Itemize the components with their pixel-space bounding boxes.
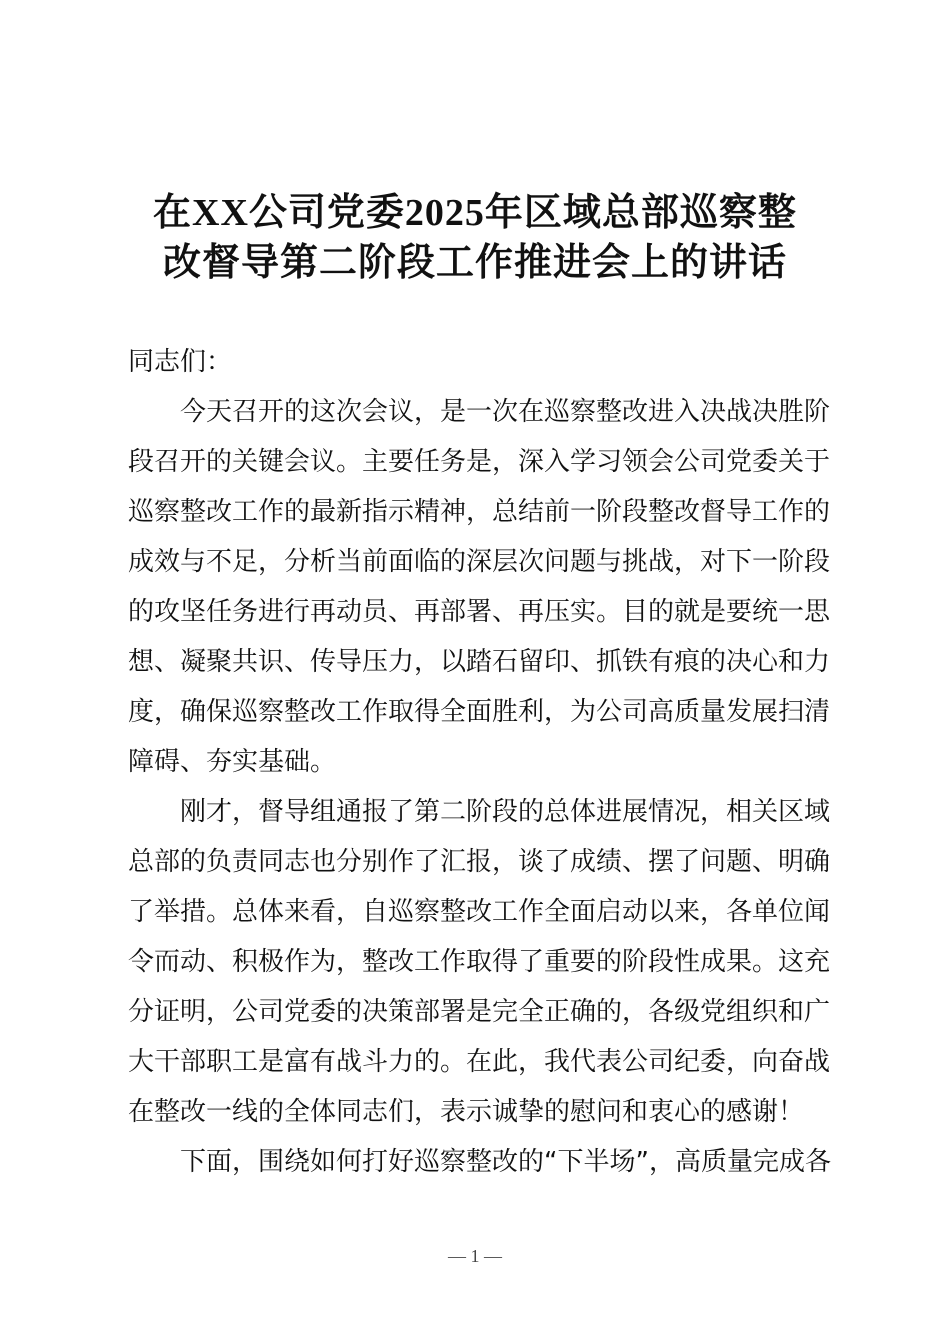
paragraph-line: 今天召开的这次会议，是一次在巡察整改进入决战决胜阶 [180, 397, 831, 427]
paragraph-line: 大干部职工是富有战斗力的。在此，我代表公司纪委，向奋战 [128, 1047, 831, 1077]
document-body [128, 337, 831, 1187]
paragraph-line: 总部的负责同志也分别作了汇报，谈了成绩、摆了问题、明确 [128, 847, 831, 877]
paragraph-line: 度，确保巡察整改工作取得全面胜利，为公司高质量发展扫清 [128, 697, 831, 727]
paragraph-line: 了举措。总体来看，自巡察整改工作全面启动以来，各单位闻 [128, 897, 831, 927]
paragraph [128, 1137, 831, 1187]
title-line: 在XX公司党委2025年区域总部巡察整 [153, 192, 797, 234]
paragraph-line: 的攻坚任务进行再动员、再部署、再压实。目的就是要统一思 [128, 597, 831, 627]
paragraph-line: 分证明，公司党委的决策部署是完全正确的，各级党组织和广 [128, 997, 831, 1027]
paragraph-line: 下面，围绕如何打好巡察整改的“下半场”，高质量完成各 [180, 1147, 831, 1177]
salutation: 同志们： [128, 347, 233, 377]
paragraph-line: 巡察整改工作的最新指示精神，总结前一阶段整改督导工作的 [128, 497, 831, 527]
paragraph [128, 787, 831, 1137]
paragraph-line: 段召开的关键会议。主要任务是，深入学习领会公司党委关于 [128, 447, 831, 477]
title-line: 改督导第二阶段工作推进会上的讲话 [162, 242, 787, 284]
page-number: — 1 — [448, 1246, 502, 1266]
paragraph [128, 387, 831, 787]
paragraph-line: 令而动、积极作为，整改工作取得了重要的阶段性成果。这充 [128, 947, 831, 977]
paragraph-line: 刚才，督导组通报了第二阶段的总体进展情况，相关区域 [180, 797, 831, 827]
paragraph-line: 障碍、夯实基础。 [128, 747, 337, 777]
paragraph-line: 想、凝聚共识、传导压力，以踏石留印、抓铁有痕的决心和力 [128, 647, 831, 677]
paragraph-line: 成效与不足，分析当前面临的深层次问题与挑战，对下一阶段 [128, 547, 831, 577]
paragraph-line: 在整改一线的全体同志们，表示诚挚的慰问和衷心的感谢！ [128, 1097, 805, 1127]
document-title [100, 188, 850, 288]
